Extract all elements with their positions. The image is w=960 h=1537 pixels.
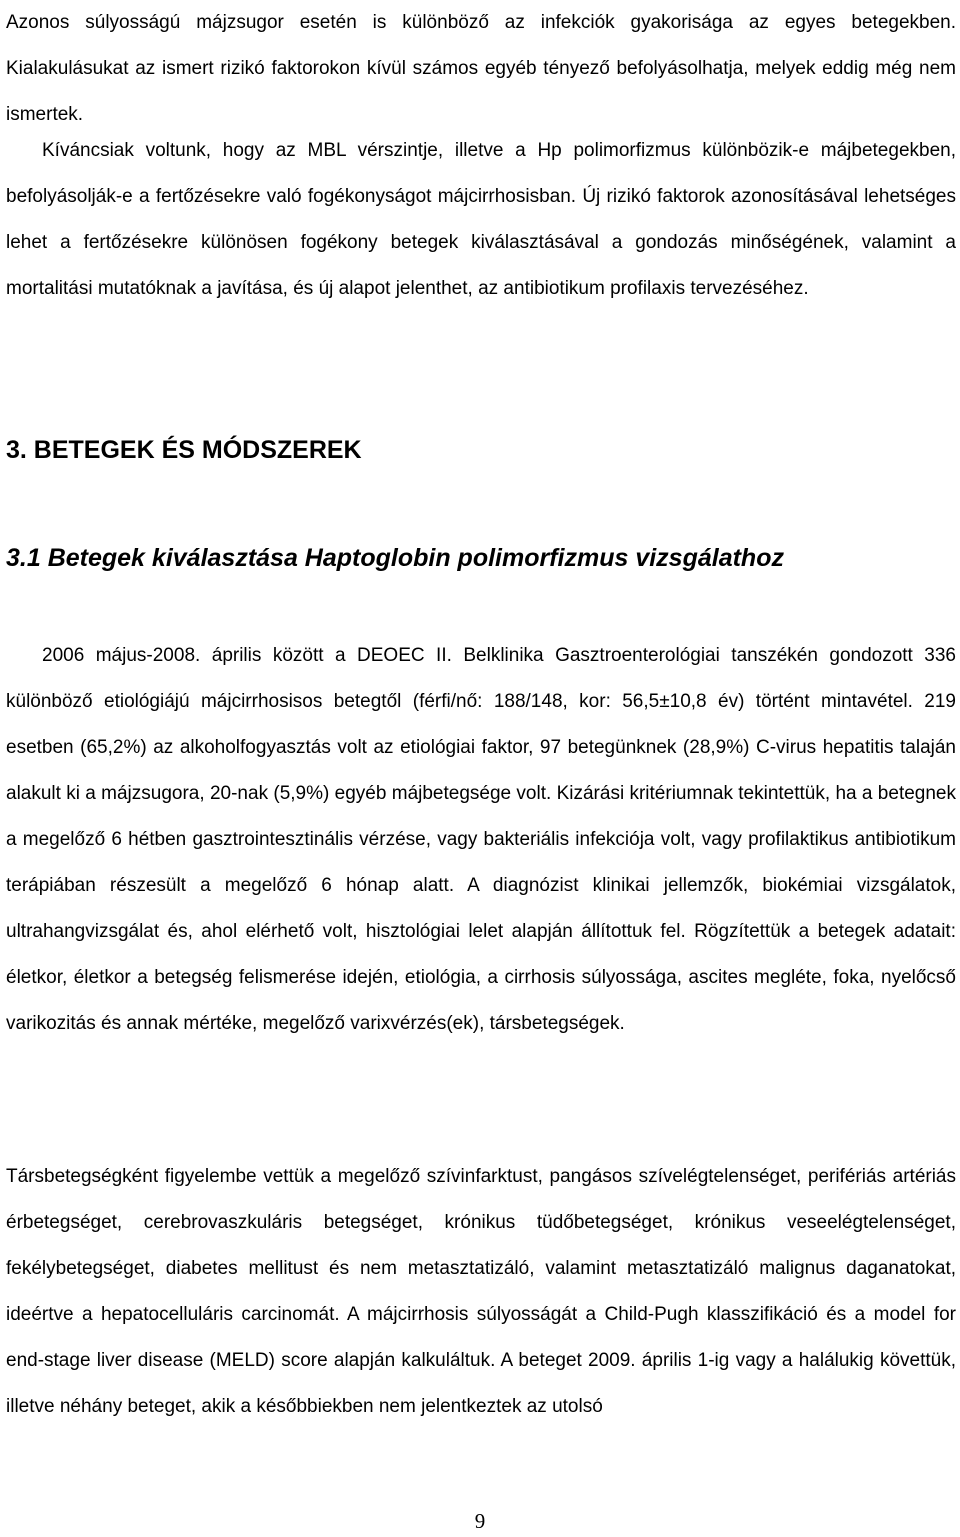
- paragraph-patient-selection: 2006 május-2008. április között a DEOEC II. Belklinika Gasztroenterológiai tanszékén gondozott 336 különböző etiológiájú májcirrhosisos betegtől (férfi/nő: 188/148, kor: 56,5±10,8 év) történt mintavétel. 219 esetben (65,2%) az alkoholfogyasztás volt az etiológiai faktor, 97 betegünknek (28,9%) C-virus hepatitis talaján alakult ki a májzsugora, 20-nak (5,9%) egyéb májbetegsége volt. Kizárási kritériumnak tekintettük, ha a betegnek a megelőző 6 hétben gasztrointesztinális vérzése, vagy bakteriális infekciója volt, vagy profilaktikus antibiotikum terápiában részesült a megelőző 6 hónap alatt. A diagnózist klinikai jellemzők, biokémiai vizsgálatok, ultrahangvizsgálat és, ahol elérhető volt, hisztológiai lelet alapján állítottuk fel. Rögzítettük a betegek adatait: életkor, életkor a betegség felismerése idején, etiológia, a cirrhosis súlyossága, ascites megléte, foka, nyelőcső varikozitás és annak mértéke, megelőző varixvérzés(ek), társbetegségek.: [6, 645, 956, 1034]
- paragraph-infection-frequency: Azonos súlyosságú májzsugor esetén is különböző az infekciók gyakorisága az egyes betegekben. Kialakulásukat az ismert rizikó faktorokon kívül számos egyéb tényező befolyásolhatja, melyek eddig még nem ismertek.: [6, 12, 956, 125]
- page-number: 9: [474, 1509, 486, 1533]
- section-heading: 3. BETEGEK ÉS MÓDSZEREK: [6, 436, 362, 464]
- subsection-heading: 3.1 Betegek kiválasztása Haptoglobin polimorfizmus vizsgálathoz: [6, 544, 784, 572]
- paragraph-study-aim: Kíváncsiak voltunk, hogy az MBL vérszintje, illetve a Hp polimorfizmus különbözik-e májbetegekben, befolyásolják-e a fertőzésekre való fogékonyságot májcirrhosisban. Új rizikó faktorok azonosításával lehetséges lehet a fertőzésekre különösen fogékony betegek kiválasztásával a gondozás minőségének, valamint a mortalitási mutatóknak a javítása, és új alapot jelenthet, az antibiotikum profilaxis tervezéséhez.: [6, 140, 956, 299]
- paragraph-comorbidities: Társbetegségként figyelembe vettük a megelőző szívinfarktust, pangásos szívelégtelenséget, perifériás artériás érbetegséget, cerebrovaszkuláris betegséget, krónikus tüdőbetegséget, krónikus veseelégtelenséget, fekélybetegséget, diabetes mellitust és nem metasztatizáló, valamint metasztatizáló malignus daganatokat, ideértve a hepatocelluláris carcinomát. A májcirrhosis súlyosságát a Child-Pugh klasszifikáció és a model for end-stage liver disease (MELD) score alapján kalkuláltuk. A beteget 2009. április 1-ig vagy a halálukig követtük, illetve néhány beteget, akik a későbbiekben nem jelentkeztek az utolsó: [6, 1166, 956, 1417]
